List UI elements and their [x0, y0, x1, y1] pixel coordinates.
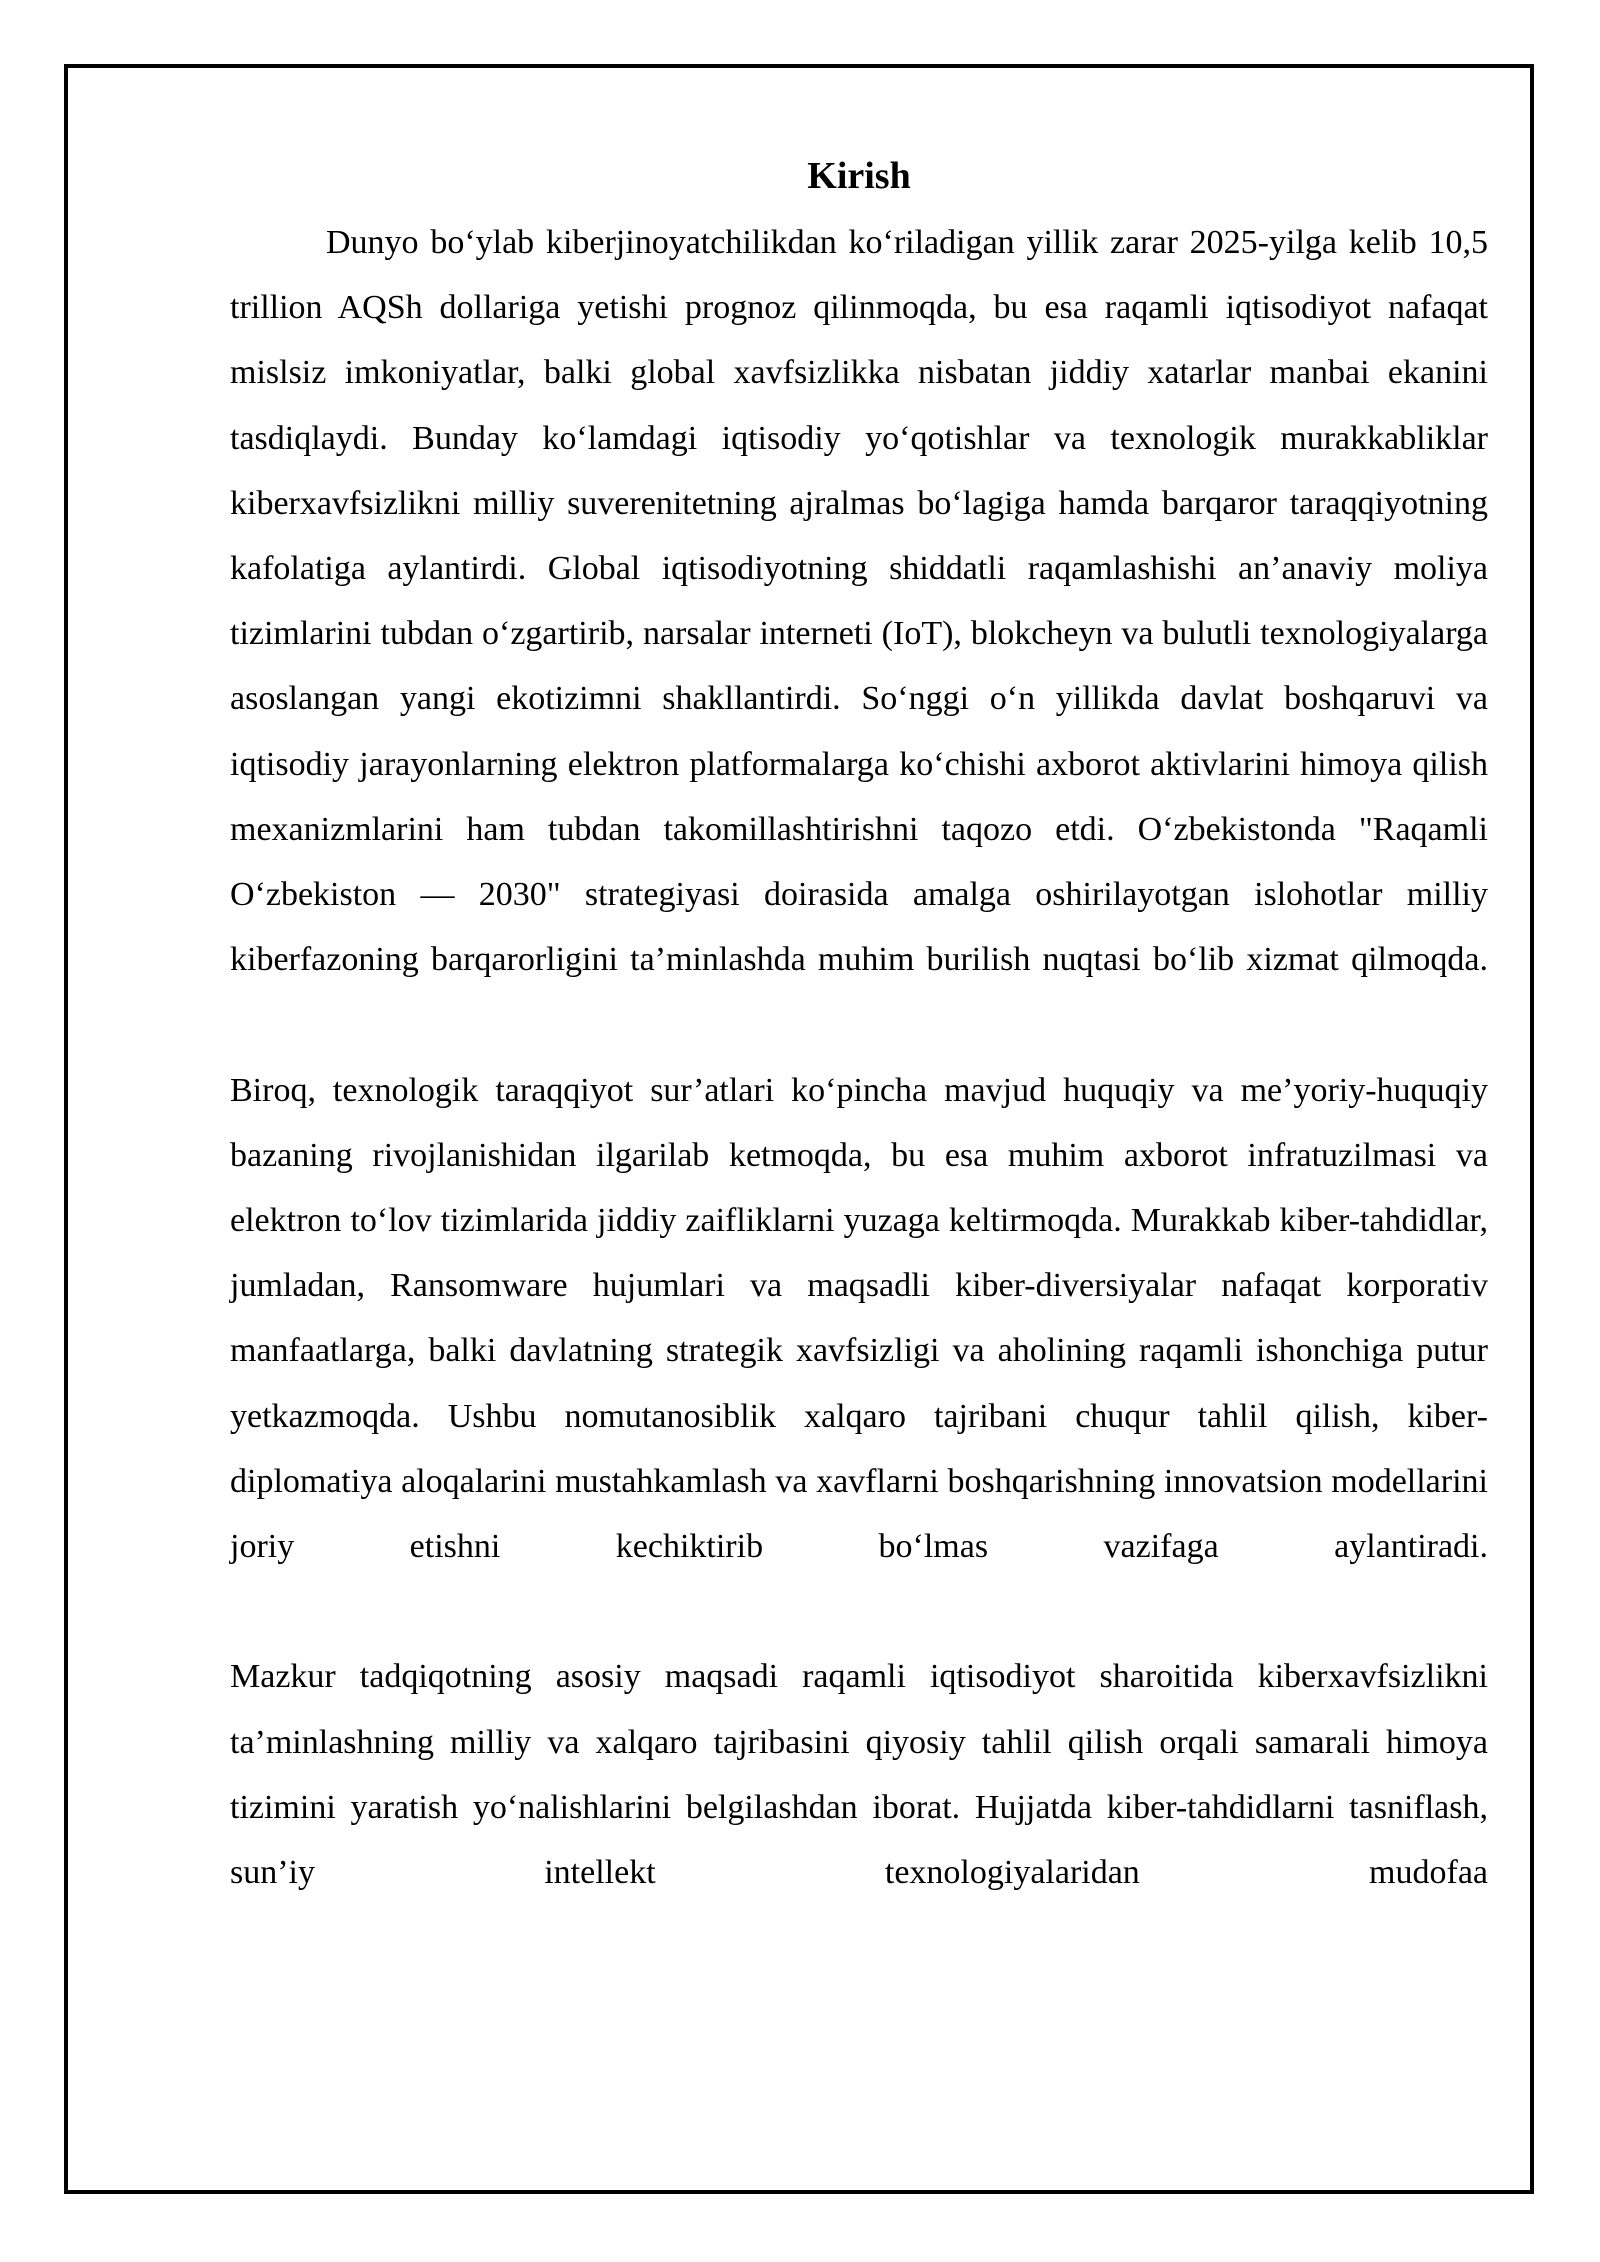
paragraph-spacer — [230, 992, 1488, 1057]
paragraph-1: Dunyo bo‘ylab kiberjinoyatchilikdan ko‘riladigan yillik zarar 2025-yilga kelib 10,5 trillion AQSh dollariga yetishi prognoz qilinmoqda, bu esa raqamli iqtisodiyot nafaqat mislsiz imkoniyatlar, balki global xavfsizlikka nisbatan jiddiy xatarlar manbai ekanini tasdiqlaydi. Bunday ko‘lamdagi iqtisodiy yo‘qotishlar va texnologik murakkabliklar kiberxavfsizlikni milliy suverenitetning ajralmas bo‘lagiga hamda barqaror taraqqiyotning kafolatiga aylantirdi. Global iqtisodiyotning shiddatli raqamlashishi an’anaviy moliya tizimlarini tubdan o‘zgartirib, narsalar interneti (IoT), blokcheyn va bulutli texnologiyalarga asoslangan yangi ekotizimni shakllantirdi. So‘nggi o‘n yillikda davlat boshqaruvi va iqtisodiy jarayonlarning elektron platformalarga ko‘chishi axborot aktivlarini himoya qilish mexanizmlarini ham tubdan takomillashtirishni taqozo etdi. O‘zbekistonda "Raqamli O‘zbekiston — 2030" strategiyasi doirasida amalga oshirilayotgan islohotlar milliy kiberfazoning barqarorligini ta’minlashda muhim burilish nuqtasi bo‘lib xizmat qilmoqda. — [230, 224, 1488, 979]
page-title: Kirish — [807, 155, 911, 197]
paragraph-2: Biroq, texnologik taraqqiyot sur’atlari ko‘pincha mavjud huquqiy va me’yoriy-huquqiy bazaning rivojlanishidan ilgarilab ketmoqda, bu esa muhim axborot infratuzilmasi va elektron to‘lov tizimlarida jiddiy zaifliklarni yuzaga keltirmoqda. Murakkab kiber-tahdidlar, jumladan, Ransomware hujumlari va maqsadli kiber-diversiyalar nafaqat korporativ manfaatlarga, balki davlatning strategik xavfsizligi va aholining raqamli ishonchiga putur yetkazmoqda. Ushbu nomutanosiblik xalqaro tajribani chuqur tahlil qilish, kiber-diplomatiya aloqalarini mustahkamlash va xavflarni boshqarishning innovatsion modellarini joriy etishni kechiktirib bo‘lmas vazifaga aylantiradi. — [230, 1071, 1488, 1566]
paragraph-3: Mazkur tadqiqotning asosiy maqsadi raqamli iqtisodiyot sharoitida kiberxavfsizlikni ta’minlashning milliy va xalqaro tajribasini qiyosiy tahlil qilish orqali samarali himoya tizimini yaratish yo‘nalishlarini belgilashdan iborat. Hujjatda kiber-tahdidlarni tasniflash, sun’iy intellekt texnologiyalaridan mudofaa — [230, 1658, 1488, 1892]
paragraph-spacer — [230, 1579, 1488, 1644]
document-body — [230, 148, 1488, 1905]
